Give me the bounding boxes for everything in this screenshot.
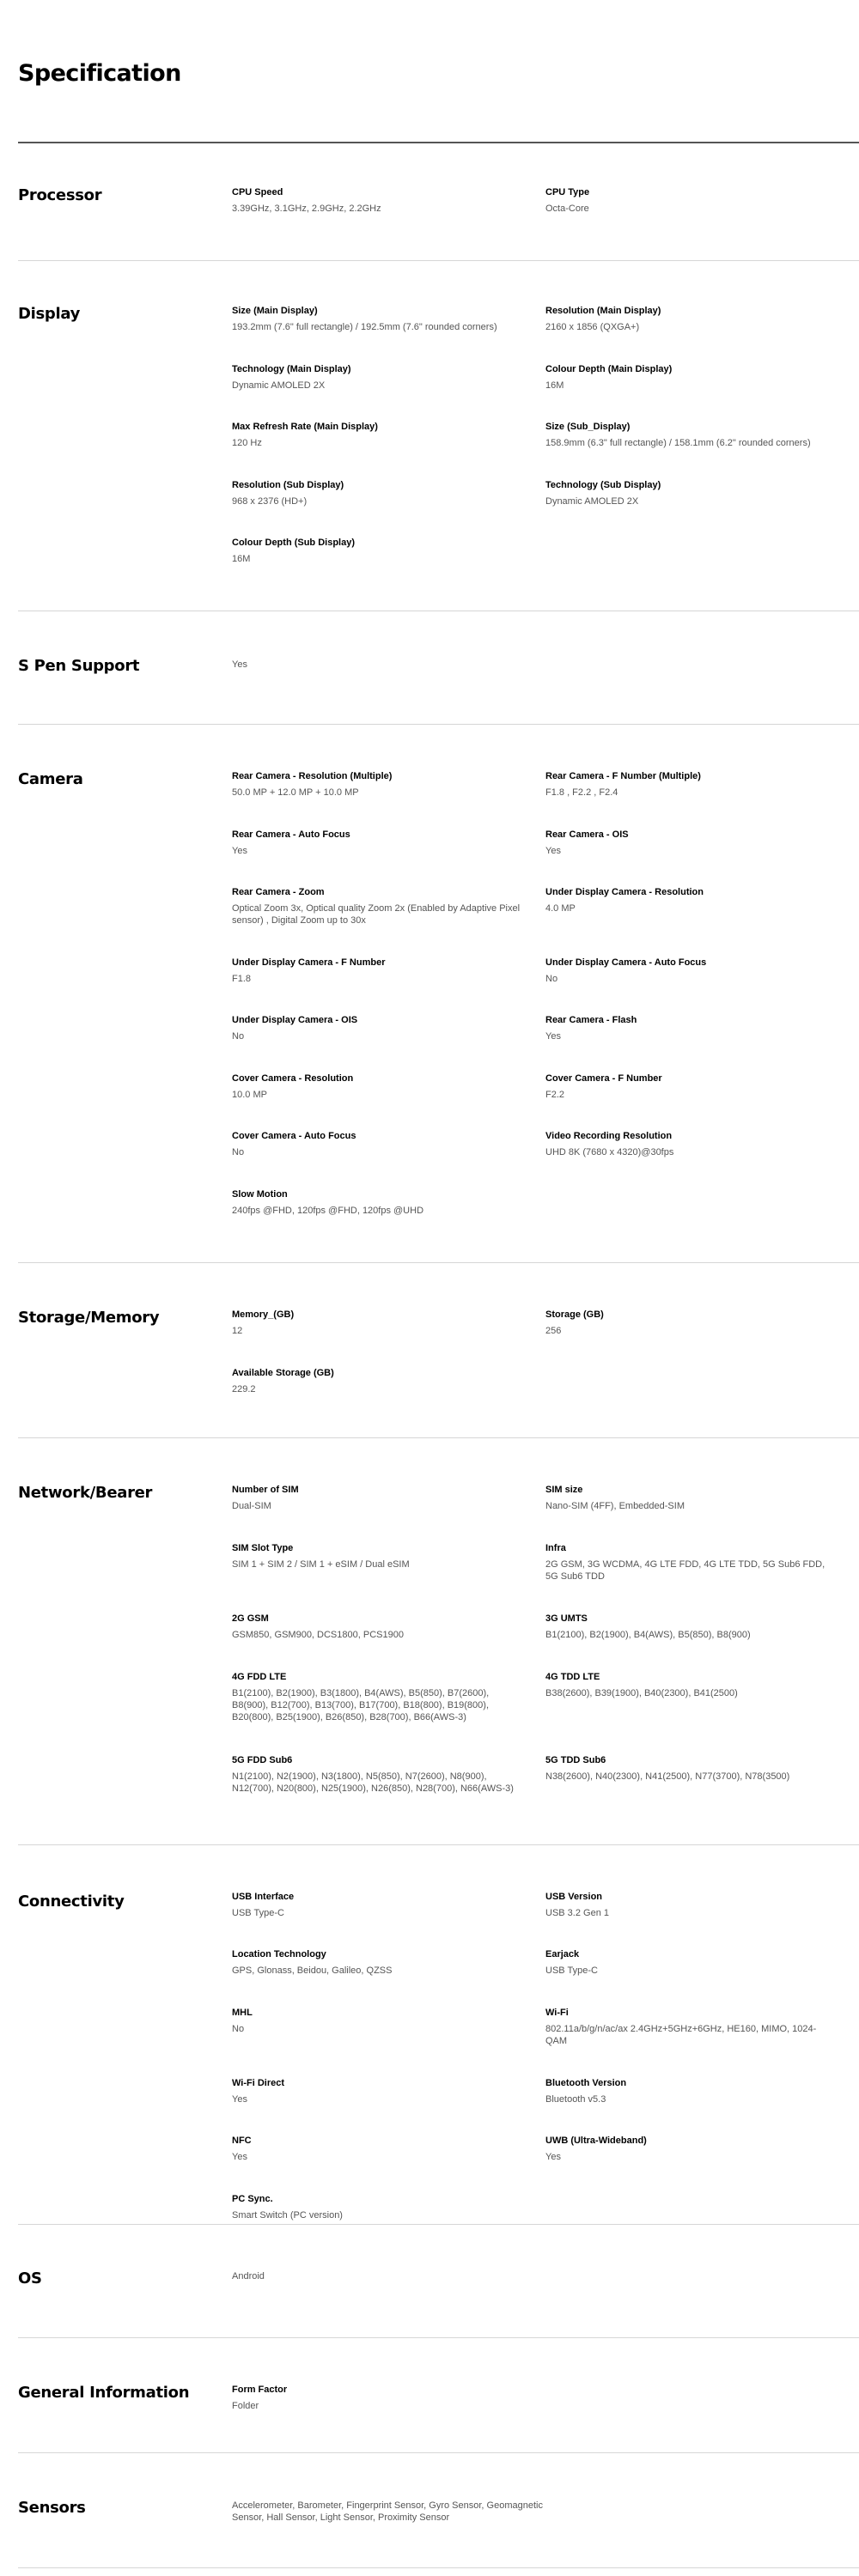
spec-value: 16M xyxy=(232,554,251,564)
spec-item xyxy=(232,1309,524,1337)
spec-item xyxy=(545,1671,838,1699)
section-divider xyxy=(18,2337,859,2338)
spec-item xyxy=(232,1188,524,1217)
spec-label: Under Display Camera - F Number xyxy=(232,957,386,968)
spec-label: SIM Slot Type xyxy=(232,1543,294,1553)
spec-value: F2.2 xyxy=(545,1090,565,1100)
spec-label: Bluetooth Version xyxy=(545,2078,627,2088)
spec-item xyxy=(232,770,524,799)
spec-item xyxy=(232,1671,524,1723)
spec-item xyxy=(232,1367,524,1395)
spec-label: CPU Speed xyxy=(232,187,283,197)
spec-value: Bluetooth v5.3 xyxy=(545,2094,606,2105)
spec-label: Rear Camera - OIS xyxy=(545,829,629,840)
spec-item xyxy=(232,2193,524,2221)
spec-item xyxy=(232,421,524,449)
spec-item xyxy=(232,957,524,985)
spec-item xyxy=(232,2135,524,2163)
spec-value: Octa-Core xyxy=(545,204,589,214)
spec-label: Rear Camera - Auto Focus xyxy=(232,829,350,840)
spec-item xyxy=(545,886,838,914)
spec-item xyxy=(232,2270,576,2282)
section-divider xyxy=(18,724,859,725)
spec-value: B1(2100), B2(1900), B3(1800), B4(AWS), B5(850), B7(2600), B8(900), B12(700), B13(700), B17(700), B18(800), B19(800), B20(800), B25(1900), B26(850), B28(700), B66(AWS-3) xyxy=(232,1688,490,1722)
spec-value: 158.9mm (6.3" full rectangle) / 158.1mm (6.2" rounded corners) xyxy=(545,438,811,448)
spec-label: Colour Depth (Main Display) xyxy=(545,364,673,374)
spec-item xyxy=(545,829,838,857)
spec-value: USB Type-C xyxy=(232,1908,284,1918)
spec-value: Dynamic AMOLED 2X xyxy=(545,496,639,507)
spec-value: No xyxy=(232,1031,245,1042)
spec-item xyxy=(232,479,524,507)
section-title: General Information xyxy=(18,2384,190,2402)
spec-value: B1(2100), B2(1900), B4(AWS), B5(850), B8(900) xyxy=(545,1630,751,1640)
spec-label: SIM size xyxy=(545,1485,583,1495)
spec-label: Under Display Camera - Auto Focus xyxy=(545,957,707,968)
spec-item xyxy=(232,659,576,671)
spec-label: 5G FDD Sub6 xyxy=(232,1755,293,1765)
spec-value: F1.8 xyxy=(232,974,252,984)
spec-item xyxy=(232,363,524,392)
section-title: Camera xyxy=(18,770,83,788)
section-title: Sensors xyxy=(18,2499,86,2517)
spec-item xyxy=(232,1754,524,1795)
spec-item xyxy=(545,2007,838,2047)
spec-item xyxy=(232,2384,524,2412)
spec-label: Technology (Sub Display) xyxy=(545,480,661,490)
section-divider xyxy=(18,2452,859,2453)
spec-value: Accelerometer, Barometer, Fingerprint Sensor, Gyro Sensor, Geomagnetic Sensor, Hall Sensor, Light Sensor, Proximity Sensor xyxy=(232,2500,543,2523)
spec-value: Smart Switch (PC version) xyxy=(232,2210,343,2221)
spec-label: Rear Camera - F Number (Multiple) xyxy=(545,771,701,781)
spec-value: F1.8 , F2.2 , F2.4 xyxy=(545,787,618,798)
spec-item xyxy=(232,1542,524,1571)
spec-item xyxy=(545,2135,838,2163)
spec-label: Cover Camera - Auto Focus xyxy=(232,1131,356,1141)
spec-value: No xyxy=(232,1147,245,1157)
spec-label: Infra xyxy=(545,1543,566,1553)
spec-value: No xyxy=(545,974,558,984)
spec-value: 2G GSM, 3G WCDMA, 4G LTE FDD, 4G LTE TDD, 5G Sub6 FDD, 5G Sub6 TDD xyxy=(545,1559,825,1582)
spec-item xyxy=(545,1484,838,1512)
spec-value: 802.11a/b/g/n/ac/ax 2.4GHz+5GHz+6GHz, HE160, MIMO, 1024-QAM xyxy=(545,2024,817,2046)
spec-value: 50.0 MP + 12.0 MP + 10.0 MP xyxy=(232,787,359,798)
spec-value: Dynamic AMOLED 2X xyxy=(232,380,326,391)
spec-value: USB Type-C xyxy=(545,1965,598,1976)
spec-label: PC Sync. xyxy=(232,2194,273,2204)
spec-item xyxy=(545,1542,838,1583)
spec-value: Nano-SIM (4FF), Embedded-SIM xyxy=(545,1501,685,1511)
section-title: Connectivity xyxy=(18,1893,125,1911)
spec-item xyxy=(545,363,838,392)
spec-item xyxy=(545,421,838,449)
spec-item xyxy=(545,479,838,507)
spec-value: Optical Zoom 3x, Optical quality Zoom 2x (Enabled by Adaptive Pixel sensor) , Digital Zoom up to 30x xyxy=(232,903,521,926)
spec-label: Cover Camera - F Number xyxy=(545,1073,662,1084)
spec-label: Under Display Camera - Resolution xyxy=(545,887,704,897)
spec-item xyxy=(545,957,838,985)
spec-value: Folder xyxy=(232,2401,259,2411)
spec-label: 5G TDD Sub6 xyxy=(545,1755,606,1765)
spec-item xyxy=(545,1948,838,1977)
spec-label: USB Interface xyxy=(232,1892,295,1902)
spec-label: Colour Depth (Sub Display) xyxy=(232,538,355,548)
spec-label: Slow Motion xyxy=(232,1189,288,1200)
spec-label: Rear Camera - Zoom xyxy=(232,887,325,897)
spec-label: Resolution (Main Display) xyxy=(545,306,661,316)
spec-label: MHL xyxy=(232,2008,253,2018)
spec-label: Rear Camera - Resolution (Multiple) xyxy=(232,771,393,781)
section-title: Display xyxy=(18,305,81,323)
spec-item xyxy=(232,1014,524,1042)
spec-label: 4G FDD LTE xyxy=(232,1672,287,1682)
spec-value: Yes xyxy=(545,1031,561,1042)
spec-item xyxy=(545,770,838,799)
spec-value: 2160 x 1856 (QXGA+) xyxy=(545,322,640,332)
spec-item xyxy=(232,537,524,565)
spec-value: SIM 1 + SIM 2 / SIM 1 + eSIM / Dual eSIM xyxy=(232,1559,410,1570)
spec-item xyxy=(232,2077,524,2105)
spec-item xyxy=(232,305,524,333)
spec-item xyxy=(545,1613,838,1641)
spec-item xyxy=(545,1072,838,1101)
spec-item xyxy=(545,186,838,215)
spec-value: Yes xyxy=(232,846,247,856)
section-title: Network/Bearer xyxy=(18,1484,153,1502)
spec-value: Yes xyxy=(545,846,561,856)
spec-label: USB Version xyxy=(545,1892,603,1902)
spec-label: Size (Main Display) xyxy=(232,306,318,316)
section-divider xyxy=(18,2224,859,2225)
spec-value: GSM850, GSM900, DCS1800, PCS1900 xyxy=(232,1630,404,1640)
spec-label: Earjack xyxy=(545,1949,580,1959)
spec-label: Form Factor xyxy=(232,2385,288,2395)
section-title: Storage/Memory xyxy=(18,1309,160,1327)
spec-value: Android xyxy=(232,2271,265,2281)
spec-value: No xyxy=(232,2024,245,2034)
spec-item xyxy=(232,1891,524,1919)
spec-item xyxy=(232,1072,524,1101)
spec-label: Rear Camera - Flash xyxy=(545,1015,637,1025)
spec-item xyxy=(545,1754,838,1783)
spec-label: 3G UMTS xyxy=(545,1613,588,1624)
spec-value: 968 x 2376 (HD+) xyxy=(232,496,308,507)
spec-value: Dual-SIM xyxy=(232,1501,271,1511)
spec-label: Wi-Fi Direct xyxy=(232,2078,285,2088)
spec-label: Available Storage (GB) xyxy=(232,1368,334,1378)
spec-label: 4G TDD LTE xyxy=(545,1672,600,1682)
spec-value: N1(2100), N2(1900), N3(1800), N5(850), N7(2600), N8(900), N12(700), N20(800), N25(1900), N26(850), N28(700), N66(AWS-3) xyxy=(232,1771,514,1794)
title-divider xyxy=(18,142,859,143)
spec-value: 12 xyxy=(232,1326,243,1336)
spec-value: GPS, Glonass, Beidou, Galileo, QZSS xyxy=(232,1965,393,1976)
spec-value: 120 Hz xyxy=(232,438,262,448)
spec-label: Under Display Camera - OIS xyxy=(232,1015,358,1025)
spec-label: Video Recording Resolution xyxy=(545,1131,673,1141)
spec-label: Wi-Fi xyxy=(545,2008,569,2018)
spec-value: 193.2mm (7.6" full rectangle) / 192.5mm (7.6" rounded corners) xyxy=(232,322,497,332)
spec-value: 240fps @FHD, 120fps @FHD, 120fps @UHD xyxy=(232,1206,424,1216)
spec-value: 4.0 MP xyxy=(545,903,576,914)
spec-label: NFC xyxy=(232,2136,252,2146)
spec-item xyxy=(232,1130,524,1158)
spec-label: CPU Type xyxy=(545,187,590,197)
spec-label: Technology (Main Display) xyxy=(232,364,351,374)
spec-item xyxy=(232,2007,524,2035)
spec-value: Yes xyxy=(232,2094,247,2105)
spec-item xyxy=(232,829,524,857)
spec-value: 229.2 xyxy=(232,1384,256,1394)
spec-value: Yes xyxy=(232,659,247,670)
spec-label: Max Refresh Rate (Main Display) xyxy=(232,422,378,432)
spec-value: B38(2600), B39(1900), B40(2300), B41(2500) xyxy=(545,1688,738,1698)
section-divider xyxy=(18,1844,859,1845)
spec-item xyxy=(545,305,838,333)
spec-item xyxy=(232,886,524,927)
section-divider xyxy=(18,260,859,261)
spec-label: 2G GSM xyxy=(232,1613,269,1624)
spec-value: USB 3.2 Gen 1 xyxy=(545,1908,609,1918)
spec-value: Yes xyxy=(232,2152,247,2162)
section-title: S Pen Support xyxy=(18,657,140,675)
spec-item xyxy=(232,2500,576,2524)
spec-value: 3.39GHz, 3.1GHz, 2.9GHz, 2.2GHz xyxy=(232,204,381,214)
spec-label: Number of SIM xyxy=(232,1485,299,1495)
spec-item xyxy=(545,1891,838,1919)
spec-item xyxy=(545,1309,838,1337)
spec-label: Resolution (Sub Display) xyxy=(232,480,344,490)
spec-value: 16M xyxy=(545,380,564,391)
spec-item xyxy=(232,1948,524,1977)
spec-value: Yes xyxy=(545,2152,561,2162)
spec-item xyxy=(232,1613,524,1641)
spec-value: 10.0 MP xyxy=(232,1090,267,1100)
spec-label: Storage (GB) xyxy=(545,1309,604,1320)
spec-value: N38(2600), N40(2300), N41(2500), N77(3700), N78(3500) xyxy=(545,1771,790,1782)
spec-label: Memory_(GB) xyxy=(232,1309,295,1320)
spec-label: UWB (Ultra-Wideband) xyxy=(545,2136,647,2146)
section-divider xyxy=(18,2567,859,2568)
spec-item xyxy=(232,186,524,215)
spec-value: 256 xyxy=(545,1326,562,1336)
section-divider xyxy=(18,1262,859,1263)
section-title: OS xyxy=(18,2269,42,2287)
spec-label: Cover Camera - Resolution xyxy=(232,1073,354,1084)
spec-value: UHD 8K (7680 x 4320)@30fps xyxy=(545,1147,674,1157)
spec-label: Location Technology xyxy=(232,1949,326,1959)
spec-item xyxy=(545,2077,838,2105)
section-title: Processor xyxy=(18,186,102,204)
spec-item xyxy=(545,1130,838,1158)
spec-label: Size (Sub_Display) xyxy=(545,422,631,432)
page-title: Specification xyxy=(18,60,181,87)
spec-item xyxy=(232,1484,524,1512)
spec-item xyxy=(545,1014,838,1042)
section-divider xyxy=(18,1437,859,1438)
